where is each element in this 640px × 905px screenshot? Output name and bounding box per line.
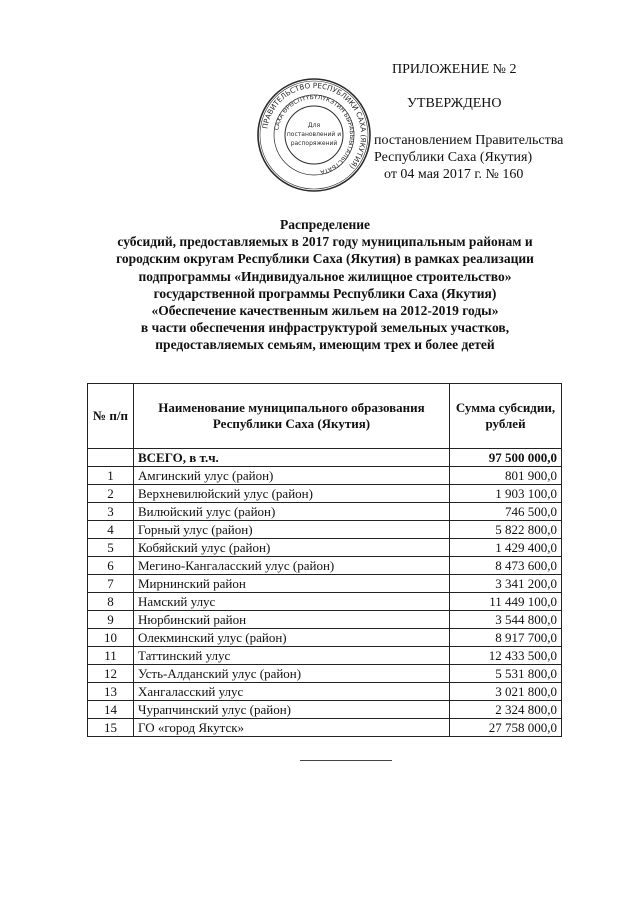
seal-center-line-1: Для (307, 122, 321, 129)
municipality-name-cell: Усть-Алданский улус (район) (134, 665, 450, 683)
total-row (88, 449, 562, 467)
closing-rule (300, 760, 392, 761)
municipality-name-cell: ГО «город Якутск» (134, 719, 450, 737)
subsidy-distribution-table (87, 383, 562, 737)
subsidy-sum-cell: 3 544 800,0 (450, 611, 562, 629)
row-number-cell: 14 (88, 701, 134, 719)
table-row (88, 593, 562, 611)
table-row (88, 647, 562, 665)
subsidy-sum-cell: 3 021 800,0 (450, 683, 562, 701)
table-row (88, 557, 562, 575)
title-line: Распределение (279, 217, 371, 232)
table-row (88, 611, 562, 629)
municipality-name-cell: Амгинский улус (район) (134, 467, 450, 485)
decree-line-1: постановлением Правительства (374, 133, 564, 148)
column-header-number: № п/п (88, 384, 134, 449)
decree-date: от 04 мая 2017 г. № 160 (384, 167, 524, 182)
municipality-name-cell: Горный улус (район) (134, 521, 450, 539)
title-line: государственной программы Республики Саха (Якутия) (153, 285, 497, 301)
row-number-cell: 10 (88, 629, 134, 647)
approved-label: УТВЕРЖДЕНО (407, 96, 502, 111)
table-row (88, 521, 562, 539)
row-number-cell: 3 (88, 503, 134, 521)
table-row (88, 503, 562, 521)
table-row (88, 485, 562, 503)
title-line: «Обеспечение качественным жильем на 2012-2019 годы» (151, 303, 499, 319)
seal-outer-text: ПРАВИТЕЛЬСТВО РЕСПУБЛИКИ САХА (ЯКУТИЯ) (260, 80, 369, 171)
subsidy-sum-cell: 5 822 800,0 (450, 521, 562, 539)
municipality-name-cell: Кобяйский улус (район) (134, 539, 450, 557)
seal-center-line-2: постановлений и (286, 131, 342, 138)
row-number-cell: 5 (88, 539, 134, 557)
subsidy-sum-cell: 2 324 800,0 (450, 701, 562, 719)
document-title (90, 216, 560, 354)
subsidy-sum-cell: 5 531 800,0 (450, 665, 562, 683)
municipality-name-cell: Вилюйский улус (район) (134, 503, 450, 521)
municipality-name-cell: Хангаласский улус (134, 683, 450, 701)
subsidy-sum-cell: 1 429 400,0 (450, 539, 562, 557)
total-sum: 97 500 000,0 (450, 449, 562, 467)
appendix-label: ПРИЛОЖЕНИЕ № 2 (392, 62, 517, 77)
title-line: городским округам Республики Саха (Якутия) в рамках реализации (116, 251, 534, 267)
municipality-name-cell: Олекминский улус (район) (134, 629, 450, 647)
table-row (88, 719, 562, 737)
subsidy-sum-cell: 12 433 500,0 (450, 647, 562, 665)
column-header-sum: Сумма субсидии, рублей (450, 384, 562, 449)
row-number-cell: 2 (88, 485, 134, 503)
row-number-cell: 1 (88, 467, 134, 485)
row-number-cell: 13 (88, 683, 134, 701)
title-line: подпрограммы «Индивидуальное жилищное строительство» (138, 268, 512, 284)
municipality-name-cell: Нюрбинский район (134, 611, 450, 629)
subsidy-sum-cell: 11 449 100,0 (450, 593, 562, 611)
title-line: предоставляемых семьям, имеющим трех и более детей (155, 337, 495, 353)
column-header-name: Наименование муниципального образования Республики Саха (Якутия) (134, 384, 450, 449)
decree-line-2: Республики Саха (Якутия) (374, 150, 533, 165)
municipality-name-cell: Мегино-Кангаласский улус (район) (134, 557, 450, 575)
subsidy-sum-cell: 8 917 700,0 (450, 629, 562, 647)
table-row (88, 701, 562, 719)
table-row (88, 575, 562, 593)
table-header-row (88, 384, 562, 449)
subsidy-sum-cell: 3 341 200,0 (450, 575, 562, 593)
total-label: ВСЕГО, в т.ч. (134, 449, 450, 467)
official-seal-stamp (256, 77, 372, 193)
table-row (88, 629, 562, 647)
subsidy-sum-cell: 27 758 000,0 (450, 719, 562, 737)
seal-inner-text: САХА ӨРӨСПҮҮБҮЛҮКЭТИН БЫРАБЫЫТАЛЬСТБАТА (273, 93, 356, 176)
table-row (88, 683, 562, 701)
table-row (88, 539, 562, 557)
subsidy-sum-cell: 746 500,0 (450, 503, 562, 521)
title-line: субсидий, предоставляемых в 2017 году муниципальным районам и (117, 234, 533, 250)
title-line: в части обеспечения инфраструктурой земельных участков, (140, 320, 510, 336)
municipality-name-cell: Намский улус (134, 593, 450, 611)
subsidy-sum-cell: 801 900,0 (450, 467, 562, 485)
table-row (88, 665, 562, 683)
row-number-cell: 4 (88, 521, 134, 539)
row-number-cell: 11 (88, 647, 134, 665)
municipality-name-cell: Чурапчинский улус (район) (134, 701, 450, 719)
row-number-cell: 6 (88, 557, 134, 575)
row-number-cell: 8 (88, 593, 134, 611)
municipality-name-cell: Мирнинский район (134, 575, 450, 593)
municipality-name-cell: Таттинский улус (134, 647, 450, 665)
row-number-cell: 7 (88, 575, 134, 593)
row-number-cell: 9 (88, 611, 134, 629)
subsidy-sum-cell: 8 473 600,0 (450, 557, 562, 575)
table-row (88, 467, 562, 485)
total-number-cell (88, 449, 134, 467)
row-number-cell: 12 (88, 665, 134, 683)
subsidy-sum-cell: 1 903 100,0 (450, 485, 562, 503)
row-number-cell: 15 (88, 719, 134, 737)
seal-center-line-3: распоряжений (290, 140, 338, 147)
municipality-name-cell: Верхневилюйский улус (район) (134, 485, 450, 503)
